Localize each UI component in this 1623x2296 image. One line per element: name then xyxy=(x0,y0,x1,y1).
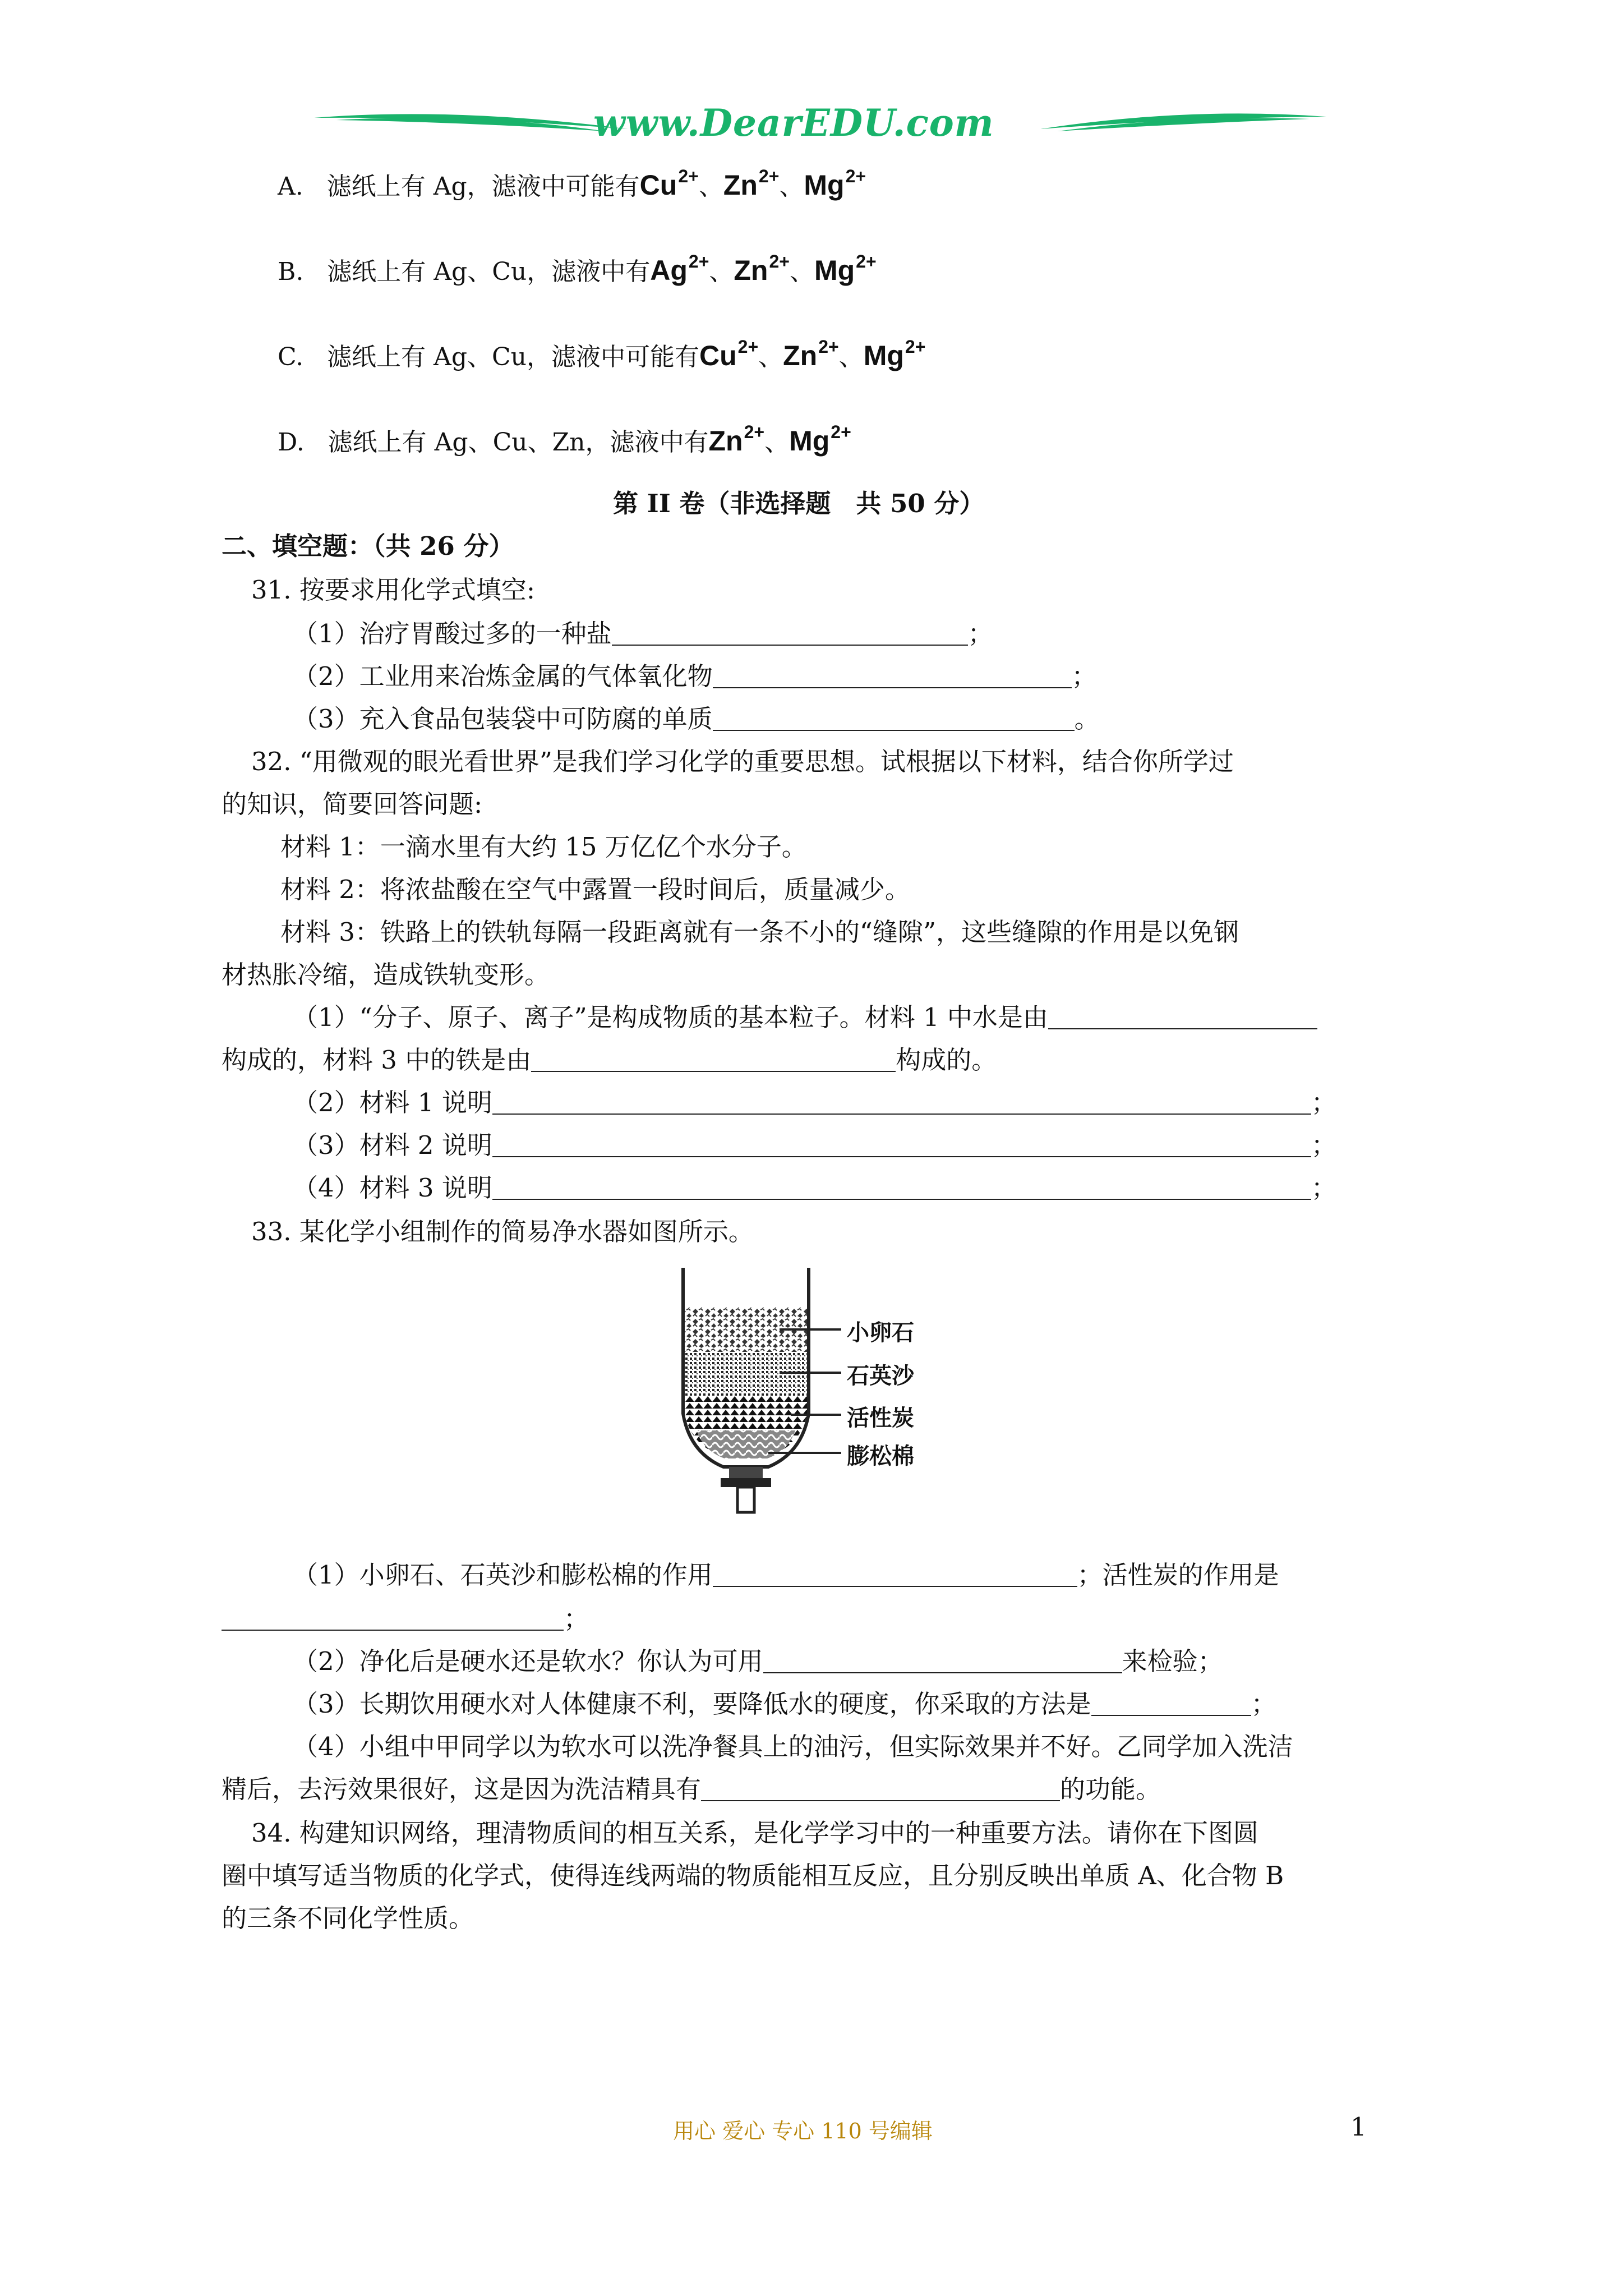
option-text: 滤纸上有 Ag、Cu，滤液中有 xyxy=(327,257,651,286)
diagram-label-quartz-sand: 石英沙 xyxy=(847,1363,914,1389)
option-label: C. xyxy=(278,343,304,371)
header-swoosh-left xyxy=(314,107,628,140)
q32-sub-1a: （1）“分子、原子、离子”是构成物质的基本粒子。材料 1 中水是由 xyxy=(293,1001,1317,1034)
diagram-label-cotton: 膨松棉 xyxy=(847,1443,914,1469)
option-text: 滤纸上有 Ag、Cu，滤液中可能有 xyxy=(327,343,699,371)
answer-blank[interactable] xyxy=(701,1778,1060,1801)
q32-material-2: 材料 2：将浓盐酸在空气中露置一段时间后，质量减少。 xyxy=(280,875,910,904)
answer-blank[interactable] xyxy=(1091,1692,1251,1716)
water-purifier-diagram xyxy=(667,1268,981,1531)
answer-blank[interactable] xyxy=(713,707,1075,731)
q34-line-1: 34. 构建知识网络，理清物质间的相互关系，是化学学习中的一种重要方法。请你在下图圆 xyxy=(251,1818,1258,1848)
header-site-title[interactable]: www.DearEDU.com xyxy=(593,101,994,145)
answer-blank[interactable] xyxy=(713,1563,1077,1587)
option-label: D. xyxy=(278,428,305,457)
header-banner xyxy=(0,101,1623,151)
option-text: 滤纸上有 Ag、Cu、Zn，滤液中有 xyxy=(328,428,709,457)
q33-sub-4a: （4）小组中甲同学以为软水可以洗净餐具上的油污，但实际效果并不好。乙同学加入洗洁 xyxy=(293,1732,1293,1761)
answer-blank[interactable] xyxy=(1048,1006,1317,1029)
answer-blank[interactable] xyxy=(222,1607,564,1631)
q34-line-3: 的三条不同化学性质。 xyxy=(222,1903,474,1933)
answer-blank[interactable] xyxy=(531,1048,896,1072)
q33-sub-1a: （1）小卵石、石英沙和膨松棉的作用 ；活性炭的作用是 xyxy=(293,1560,1279,1590)
q33-sub-4b: 精后，去污效果很好，这是因为洗洁精具有 的功能。 xyxy=(222,1774,1161,1804)
section-title: 第 II 卷（非选择题 共 50 分） xyxy=(613,489,985,518)
q32-sub-3: （3）材料 2 说明 ； xyxy=(293,1130,1336,1160)
option-c: C. 滤纸上有 Ag、Cu，滤液中可能有$Cu^{2+}$、$Zn^{2+}$、$Mg^{2+}$ xyxy=(278,337,926,371)
answer-blank[interactable] xyxy=(492,1091,1311,1115)
q32-line-2: 的知识，简要回答问题: xyxy=(222,789,483,819)
q33-sub-2: （2）净化后是硬水还是软水？你认为可用 来检验； xyxy=(293,1646,1223,1676)
option-label: A. xyxy=(278,172,303,201)
q31-stem: 31. 按要求用化学式填空: xyxy=(251,575,536,605)
option-text: 滤纸上有 Ag，滤液中可能有 xyxy=(326,172,640,201)
q31-item-1: （1）治疗胃酸过多的一种盐 ； xyxy=(293,619,993,648)
q32-sub-1b: 构成的，材料 3 中的铁是由 构成的。 xyxy=(222,1045,997,1075)
q33-stem: 33. 某化学小组制作的简易净水器如图所示。 xyxy=(251,1217,754,1246)
option-b: B. 滤纸上有 Ag、Cu，滤液中有$Ag^{2+}$、$Zn^{2+}$、$Mg^{2+}$ xyxy=(278,251,877,286)
answer-blank[interactable] xyxy=(612,622,968,646)
q32-material-3b: 材热胀冷缩，造成铁轨变形。 xyxy=(222,960,550,990)
q32-material-1: 材料 1：一滴水里有大约 15 万亿亿个水分子。 xyxy=(280,832,807,862)
answer-blank[interactable] xyxy=(713,665,1072,688)
header-swoosh-right xyxy=(1040,107,1326,140)
q32-material-3a: 材料 3：铁路上的铁轨每隔一段距离就有一条不小的“缝隙”，这些缝隙的作用是以免钢 xyxy=(280,917,1239,947)
answer-blank[interactable] xyxy=(763,1650,1122,1673)
diagram-label-activated-carbon: 活性炭 xyxy=(847,1405,914,1431)
q31-item-3: （3）充入食品包装袋中可防腐的单质 。 xyxy=(293,704,1100,734)
footer-text: 用心 爱心 专心 110 号编辑 xyxy=(673,2119,933,2143)
q33-sub-1b: ； xyxy=(222,1602,589,1636)
q31-item-2: （2）工业用来冶炼金属的气体氧化物 ； xyxy=(293,661,1097,691)
q32-sub-2: （2）材料 1 说明 ； xyxy=(293,1088,1336,1117)
q33-sub-3: （3）长期饮用硬水对人体健康不利，要降低水的硬度，你采取的方法是 ； xyxy=(293,1689,1276,1719)
option-a: A. 滤纸上有 Ag，滤液中可能有$Cu^{2+}$、$Zn^{2+}$、$Mg^{2+}$ xyxy=(278,166,866,201)
option-label: B. xyxy=(278,257,304,286)
page-number: 1 xyxy=(1350,2112,1367,2142)
q32-sub-4: （4）材料 3 说明 ； xyxy=(293,1173,1336,1203)
answer-blank[interactable] xyxy=(492,1134,1311,1157)
option-d: D. 滤纸上有 Ag、Cu、Zn，滤液中有$Zn^{2+}$、$Mg^{2+}$ xyxy=(278,422,851,457)
q32-line-1: 32. “用微观的眼光看世界”是我们学习化学的重要思想。试根据以下材料，结合你所学过 xyxy=(251,747,1234,776)
part-title: 二、填空题：（共 26 分） xyxy=(222,531,514,561)
diagram-label-pebbles: 小卵石 xyxy=(847,1320,914,1346)
q34-line-2: 圈中填写适当物质的化学式，使得连线两端的物质能相互反应，且分别反映出单质 A、化合物 B xyxy=(222,1861,1284,1890)
answer-blank[interactable] xyxy=(492,1176,1311,1200)
